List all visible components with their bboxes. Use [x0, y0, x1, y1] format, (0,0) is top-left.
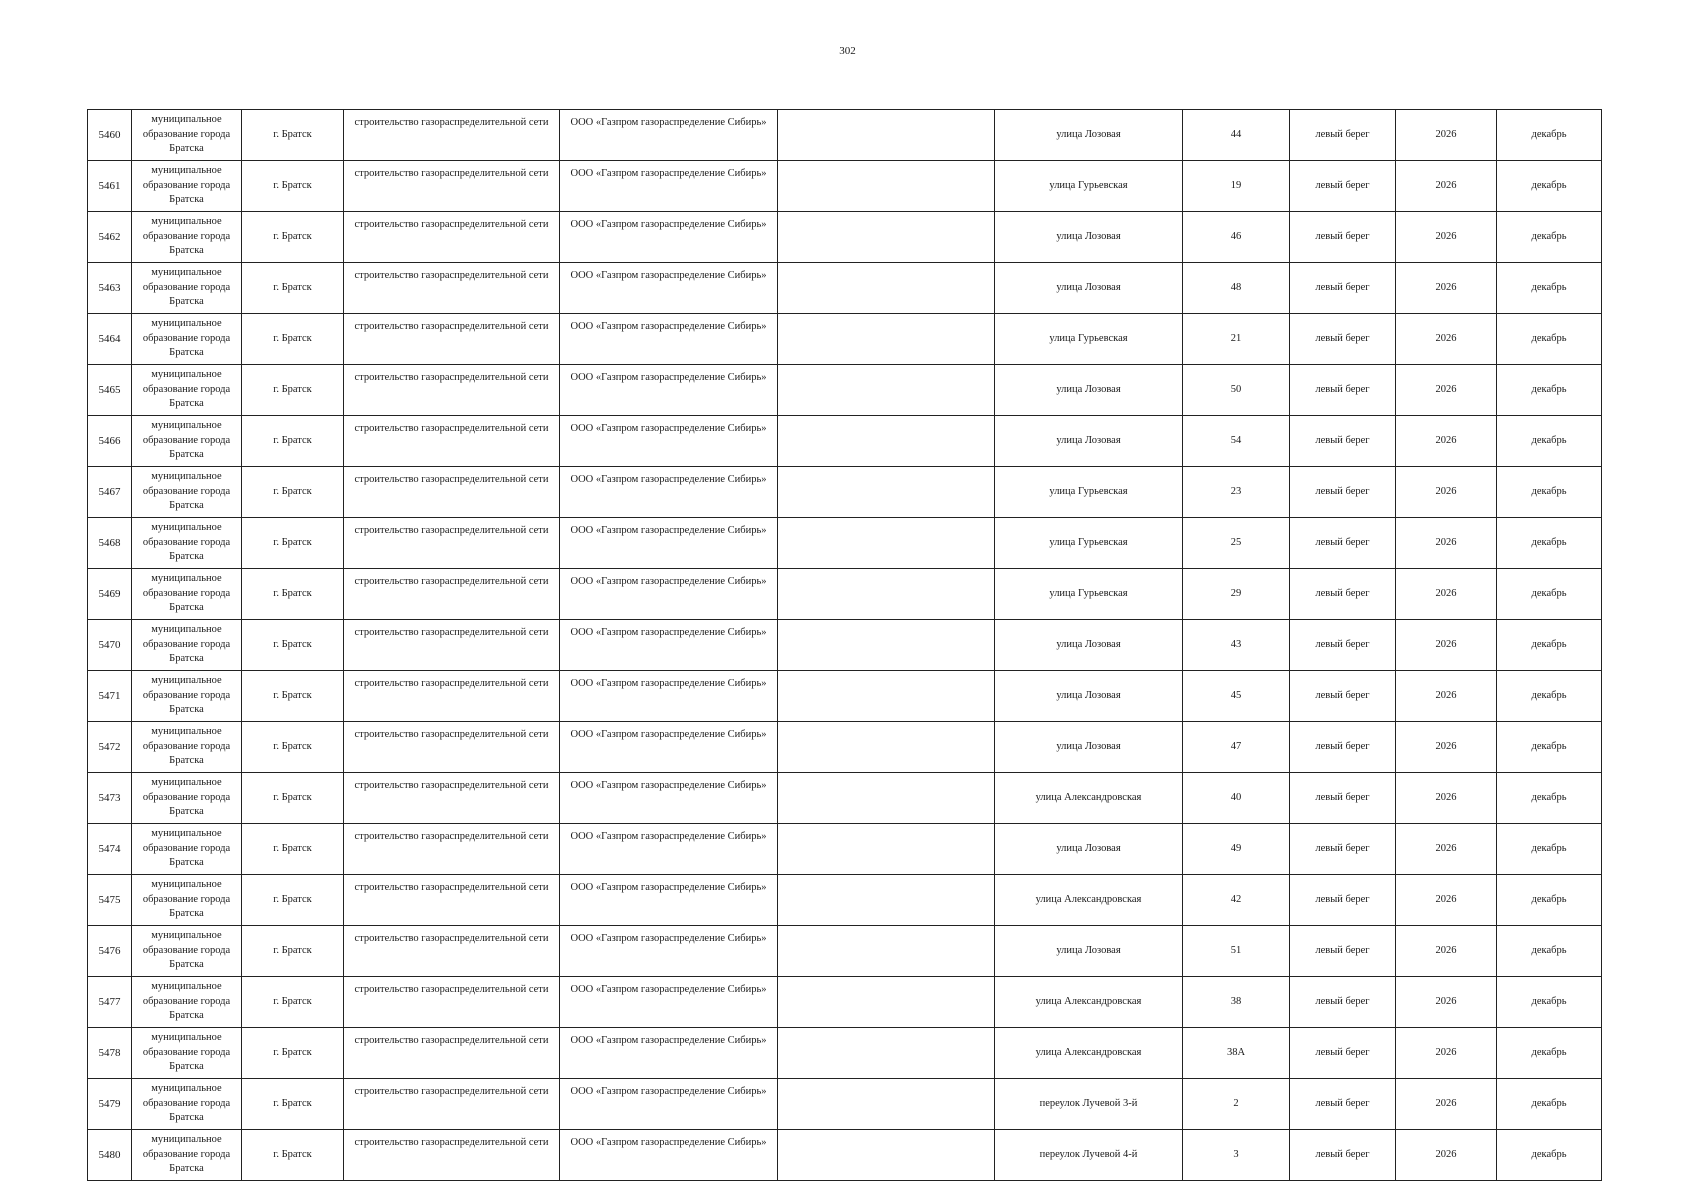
- zone-cell: левый берег: [1290, 671, 1396, 722]
- municipality-cell: муниципальное образование города Братска: [132, 467, 242, 518]
- municipality-cell: муниципальное образование города Братска: [132, 110, 242, 161]
- municipality-cell: муниципальное образование города Братска: [132, 1028, 242, 1079]
- record-number: 5477: [88, 977, 132, 1028]
- record-number: 5472: [88, 722, 132, 773]
- city-cell: г. Братск: [242, 569, 344, 620]
- empty-cell: [778, 977, 995, 1028]
- city-cell: г. Братск: [242, 773, 344, 824]
- year-cell: 2026: [1396, 1130, 1497, 1181]
- year-cell: 2026: [1396, 875, 1497, 926]
- year-cell: 2026: [1396, 1079, 1497, 1130]
- city-cell: г. Братск: [242, 416, 344, 467]
- table-row: [88, 263, 1602, 314]
- municipality-cell: муниципальное образование города Братска: [132, 518, 242, 569]
- empty-cell: [778, 569, 995, 620]
- work-type-cell: строительство газораспределительной сети: [344, 467, 560, 518]
- record-number: 5475: [88, 875, 132, 926]
- record-number: 5471: [88, 671, 132, 722]
- month-cell: декабрь: [1497, 467, 1602, 518]
- city-cell: г. Братск: [242, 875, 344, 926]
- record-number: 5476: [88, 926, 132, 977]
- street-cell: улица Лозовая: [995, 110, 1183, 161]
- record-number: 5462: [88, 212, 132, 263]
- city-cell: г. Братск: [242, 314, 344, 365]
- municipality-cell: муниципальное образование города Братска: [132, 263, 242, 314]
- work-type-cell: строительство газораспределительной сети: [344, 314, 560, 365]
- municipality-cell: муниципальное образование города Братска: [132, 365, 242, 416]
- house-number-cell: 49: [1183, 824, 1290, 875]
- record-number: 5463: [88, 263, 132, 314]
- work-type-cell: строительство газораспределительной сети: [344, 263, 560, 314]
- work-type-cell: строительство газораспределительной сети: [344, 212, 560, 263]
- year-cell: 2026: [1396, 824, 1497, 875]
- work-type-cell: строительство газораспределительной сети: [344, 671, 560, 722]
- zone-cell: левый берег: [1290, 569, 1396, 620]
- empty-cell: [778, 773, 995, 824]
- municipality-cell: муниципальное образование города Братска: [132, 824, 242, 875]
- record-number: 5469: [88, 569, 132, 620]
- record-number: 5478: [88, 1028, 132, 1079]
- zone-cell: левый берег: [1290, 365, 1396, 416]
- year-cell: 2026: [1396, 569, 1497, 620]
- house-number-cell: 43: [1183, 620, 1290, 671]
- year-cell: 2026: [1396, 161, 1497, 212]
- empty-cell: [778, 365, 995, 416]
- city-cell: г. Братск: [242, 365, 344, 416]
- work-type-cell: строительство газораспределительной сети: [344, 875, 560, 926]
- operator-cell: ООО «Газпром газораспределение Сибирь»: [560, 926, 778, 977]
- municipality-cell: муниципальное образование города Братска: [132, 620, 242, 671]
- house-number-cell: 40: [1183, 773, 1290, 824]
- month-cell: декабрь: [1497, 1079, 1602, 1130]
- house-number-cell: 19: [1183, 161, 1290, 212]
- zone-cell: левый берег: [1290, 467, 1396, 518]
- month-cell: декабрь: [1497, 1028, 1602, 1079]
- month-cell: декабрь: [1497, 977, 1602, 1028]
- table-row: [88, 212, 1602, 263]
- zone-cell: левый берег: [1290, 1028, 1396, 1079]
- street-cell: улица Лозовая: [995, 620, 1183, 671]
- register-body: [88, 110, 1602, 1181]
- house-number-cell: 51: [1183, 926, 1290, 977]
- operator-cell: ООО «Газпром газораспределение Сибирь»: [560, 671, 778, 722]
- house-number-cell: 46: [1183, 212, 1290, 263]
- empty-cell: [778, 824, 995, 875]
- street-cell: улица Александровская: [995, 875, 1183, 926]
- zone-cell: левый берег: [1290, 773, 1396, 824]
- city-cell: г. Братск: [242, 161, 344, 212]
- year-cell: 2026: [1396, 110, 1497, 161]
- city-cell: г. Братск: [242, 926, 344, 977]
- empty-cell: [778, 161, 995, 212]
- zone-cell: левый берег: [1290, 1079, 1396, 1130]
- empty-cell: [778, 263, 995, 314]
- city-cell: г. Братск: [242, 671, 344, 722]
- work-type-cell: строительство газораспределительной сети: [344, 1079, 560, 1130]
- empty-cell: [778, 416, 995, 467]
- record-number: 5474: [88, 824, 132, 875]
- operator-cell: ООО «Газпром газораспределение Сибирь»: [560, 161, 778, 212]
- city-cell: г. Братск: [242, 110, 344, 161]
- table-row: [88, 1028, 1602, 1079]
- zone-cell: левый берег: [1290, 212, 1396, 263]
- street-cell: улица Лозовая: [995, 671, 1183, 722]
- municipality-cell: муниципальное образование города Братска: [132, 875, 242, 926]
- record-number: 5468: [88, 518, 132, 569]
- operator-cell: ООО «Газпром газораспределение Сибирь»: [560, 1028, 778, 1079]
- month-cell: декабрь: [1497, 518, 1602, 569]
- street-cell: переулок Лучевой 3-й: [995, 1079, 1183, 1130]
- table-row: [88, 722, 1602, 773]
- record-number: 5460: [88, 110, 132, 161]
- street-cell: улица Лозовая: [995, 824, 1183, 875]
- month-cell: декабрь: [1497, 569, 1602, 620]
- table-row: [88, 1079, 1602, 1130]
- table-row: [88, 518, 1602, 569]
- year-cell: 2026: [1396, 926, 1497, 977]
- table-row: [88, 926, 1602, 977]
- city-cell: г. Братск: [242, 1130, 344, 1181]
- work-type-cell: строительство газораспределительной сети: [344, 824, 560, 875]
- empty-cell: [778, 467, 995, 518]
- work-type-cell: строительство газораспределительной сети: [344, 926, 560, 977]
- empty-cell: [778, 212, 995, 263]
- operator-cell: ООО «Газпром газораспределение Сибирь»: [560, 314, 778, 365]
- zone-cell: левый берег: [1290, 110, 1396, 161]
- empty-cell: [778, 110, 995, 161]
- house-number-cell: 42: [1183, 875, 1290, 926]
- municipality-cell: муниципальное образование города Братска: [132, 773, 242, 824]
- municipality-cell: муниципальное образование города Братска: [132, 926, 242, 977]
- month-cell: декабрь: [1497, 110, 1602, 161]
- empty-cell: [778, 926, 995, 977]
- city-cell: г. Братск: [242, 518, 344, 569]
- city-cell: г. Братск: [242, 722, 344, 773]
- operator-cell: ООО «Газпром газораспределение Сибирь»: [560, 977, 778, 1028]
- work-type-cell: строительство газораспределительной сети: [344, 722, 560, 773]
- year-cell: 2026: [1396, 212, 1497, 263]
- record-number: 5467: [88, 467, 132, 518]
- house-number-cell: 45: [1183, 671, 1290, 722]
- street-cell: улица Александровская: [995, 1028, 1183, 1079]
- street-cell: улица Лозовая: [995, 263, 1183, 314]
- record-number: 5480: [88, 1130, 132, 1181]
- municipality-cell: муниципальное образование города Братска: [132, 212, 242, 263]
- street-cell: улица Лозовая: [995, 416, 1183, 467]
- month-cell: декабрь: [1497, 875, 1602, 926]
- page-number: 302: [839, 45, 856, 57]
- year-cell: 2026: [1396, 518, 1497, 569]
- work-type-cell: строительство газораспределительной сети: [344, 365, 560, 416]
- house-number-cell: 54: [1183, 416, 1290, 467]
- table-row: [88, 314, 1602, 365]
- operator-cell: ООО «Газпром газораспределение Сибирь»: [560, 1130, 778, 1181]
- table-row: [88, 416, 1602, 467]
- work-type-cell: строительство газораспределительной сети: [344, 977, 560, 1028]
- zone-cell: левый берег: [1290, 314, 1396, 365]
- zone-cell: левый берег: [1290, 518, 1396, 569]
- work-type-cell: строительство газораспределительной сети: [344, 416, 560, 467]
- operator-cell: ООО «Газпром газораспределение Сибирь»: [560, 212, 778, 263]
- street-cell: улица Гурьевская: [995, 161, 1183, 212]
- empty-cell: [778, 1028, 995, 1079]
- year-cell: 2026: [1396, 416, 1497, 467]
- table-row: [88, 110, 1602, 161]
- city-cell: г. Братск: [242, 467, 344, 518]
- house-number-cell: 48: [1183, 263, 1290, 314]
- city-cell: г. Братск: [242, 620, 344, 671]
- record-number: 5461: [88, 161, 132, 212]
- year-cell: 2026: [1396, 263, 1497, 314]
- table-row: [88, 620, 1602, 671]
- operator-cell: ООО «Газпром газораспределение Сибирь»: [560, 110, 778, 161]
- month-cell: декабрь: [1497, 212, 1602, 263]
- house-number-cell: 38: [1183, 977, 1290, 1028]
- operator-cell: ООО «Газпром газораспределение Сибирь»: [560, 365, 778, 416]
- table-row: [88, 569, 1602, 620]
- empty-cell: [778, 518, 995, 569]
- month-cell: декабрь: [1497, 824, 1602, 875]
- zone-cell: левый берег: [1290, 875, 1396, 926]
- operator-cell: ООО «Газпром газораспределение Сибирь»: [560, 773, 778, 824]
- house-number-cell: 2: [1183, 1079, 1290, 1130]
- year-cell: 2026: [1396, 314, 1497, 365]
- gasification-register-table: [87, 109, 1602, 1181]
- table-row: [88, 977, 1602, 1028]
- municipality-cell: муниципальное образование города Братска: [132, 671, 242, 722]
- operator-cell: ООО «Газпром газораспределение Сибирь»: [560, 875, 778, 926]
- month-cell: декабрь: [1497, 722, 1602, 773]
- municipality-cell: муниципальное образование города Братска: [132, 1130, 242, 1181]
- empty-cell: [778, 1079, 995, 1130]
- table-row: [88, 671, 1602, 722]
- empty-cell: [778, 671, 995, 722]
- work-type-cell: строительство газораспределительной сети: [344, 1130, 560, 1181]
- zone-cell: левый берег: [1290, 263, 1396, 314]
- month-cell: декабрь: [1497, 773, 1602, 824]
- empty-cell: [778, 1130, 995, 1181]
- month-cell: декабрь: [1497, 620, 1602, 671]
- work-type-cell: строительство газораспределительной сети: [344, 569, 560, 620]
- work-type-cell: строительство газораспределительной сети: [344, 110, 560, 161]
- municipality-cell: муниципальное образование города Братска: [132, 161, 242, 212]
- operator-cell: ООО «Газпром газораспределение Сибирь»: [560, 824, 778, 875]
- city-cell: г. Братск: [242, 263, 344, 314]
- house-number-cell: 21: [1183, 314, 1290, 365]
- table-row: [88, 824, 1602, 875]
- year-cell: 2026: [1396, 977, 1497, 1028]
- record-number: 5465: [88, 365, 132, 416]
- zone-cell: левый берег: [1290, 824, 1396, 875]
- work-type-cell: строительство газораспределительной сети: [344, 1028, 560, 1079]
- record-number: 5479: [88, 1079, 132, 1130]
- work-type-cell: строительство газораспределительной сети: [344, 518, 560, 569]
- street-cell: улица Александровская: [995, 977, 1183, 1028]
- zone-cell: левый берег: [1290, 977, 1396, 1028]
- street-cell: переулок Лучевой 4-й: [995, 1130, 1183, 1181]
- city-cell: г. Братск: [242, 1079, 344, 1130]
- municipality-cell: муниципальное образование города Братска: [132, 1079, 242, 1130]
- operator-cell: ООО «Газпром газораспределение Сибирь»: [560, 1079, 778, 1130]
- street-cell: улица Гурьевская: [995, 569, 1183, 620]
- operator-cell: ООО «Газпром газораспределение Сибирь»: [560, 518, 778, 569]
- month-cell: декабрь: [1497, 926, 1602, 977]
- city-cell: г. Братск: [242, 212, 344, 263]
- table-row: [88, 161, 1602, 212]
- year-cell: 2026: [1396, 773, 1497, 824]
- operator-cell: ООО «Газпром газораспределение Сибирь»: [560, 467, 778, 518]
- empty-cell: [778, 722, 995, 773]
- municipality-cell: муниципальное образование города Братска: [132, 569, 242, 620]
- house-number-cell: 29: [1183, 569, 1290, 620]
- street-cell: улица Александровская: [995, 773, 1183, 824]
- city-cell: г. Братск: [242, 1028, 344, 1079]
- year-cell: 2026: [1396, 365, 1497, 416]
- table-row: [88, 875, 1602, 926]
- month-cell: декабрь: [1497, 416, 1602, 467]
- house-number-cell: 38А: [1183, 1028, 1290, 1079]
- work-type-cell: строительство газораспределительной сети: [344, 620, 560, 671]
- empty-cell: [778, 875, 995, 926]
- street-cell: улица Лозовая: [995, 926, 1183, 977]
- table-row: [88, 365, 1602, 416]
- month-cell: декабрь: [1497, 161, 1602, 212]
- street-cell: улица Гурьевская: [995, 314, 1183, 365]
- street-cell: улица Лозовая: [995, 365, 1183, 416]
- month-cell: декабрь: [1497, 263, 1602, 314]
- empty-cell: [778, 314, 995, 365]
- work-type-cell: строительство газораспределительной сети: [344, 773, 560, 824]
- year-cell: 2026: [1396, 1028, 1497, 1079]
- street-cell: улица Лозовая: [995, 722, 1183, 773]
- table-row: [88, 467, 1602, 518]
- year-cell: 2026: [1396, 620, 1497, 671]
- table-row: [88, 1130, 1602, 1181]
- month-cell: декабрь: [1497, 1130, 1602, 1181]
- table-row: [88, 773, 1602, 824]
- work-type-cell: строительство газораспределительной сети: [344, 161, 560, 212]
- operator-cell: ООО «Газпром газораспределение Сибирь»: [560, 263, 778, 314]
- year-cell: 2026: [1396, 671, 1497, 722]
- municipality-cell: муниципальное образование города Братска: [132, 977, 242, 1028]
- operator-cell: ООО «Газпром газораспределение Сибирь»: [560, 620, 778, 671]
- month-cell: декабрь: [1497, 365, 1602, 416]
- street-cell: улица Лозовая: [995, 212, 1183, 263]
- month-cell: декабрь: [1497, 314, 1602, 365]
- record-number: 5466: [88, 416, 132, 467]
- zone-cell: левый берег: [1290, 722, 1396, 773]
- operator-cell: ООО «Газпром газораспределение Сибирь»: [560, 722, 778, 773]
- house-number-cell: 44: [1183, 110, 1290, 161]
- municipality-cell: муниципальное образование города Братска: [132, 722, 242, 773]
- zone-cell: левый берег: [1290, 620, 1396, 671]
- zone-cell: левый берег: [1290, 1130, 1396, 1181]
- record-number: 5470: [88, 620, 132, 671]
- city-cell: г. Братск: [242, 977, 344, 1028]
- street-cell: улица Гурьевская: [995, 467, 1183, 518]
- municipality-cell: муниципальное образование города Братска: [132, 416, 242, 467]
- zone-cell: левый берег: [1290, 416, 1396, 467]
- house-number-cell: 47: [1183, 722, 1290, 773]
- empty-cell: [778, 620, 995, 671]
- year-cell: 2026: [1396, 467, 1497, 518]
- street-cell: улица Гурьевская: [995, 518, 1183, 569]
- house-number-cell: 3: [1183, 1130, 1290, 1181]
- operator-cell: ООО «Газпром газораспределение Сибирь»: [560, 569, 778, 620]
- record-number: 5473: [88, 773, 132, 824]
- city-cell: г. Братск: [242, 824, 344, 875]
- operator-cell: ООО «Газпром газораспределение Сибирь»: [560, 416, 778, 467]
- year-cell: 2026: [1396, 722, 1497, 773]
- month-cell: декабрь: [1497, 671, 1602, 722]
- zone-cell: левый берег: [1290, 926, 1396, 977]
- municipality-cell: муниципальное образование города Братска: [132, 314, 242, 365]
- house-number-cell: 50: [1183, 365, 1290, 416]
- house-number-cell: 25: [1183, 518, 1290, 569]
- house-number-cell: 23: [1183, 467, 1290, 518]
- record-number: 5464: [88, 314, 132, 365]
- zone-cell: левый берег: [1290, 161, 1396, 212]
